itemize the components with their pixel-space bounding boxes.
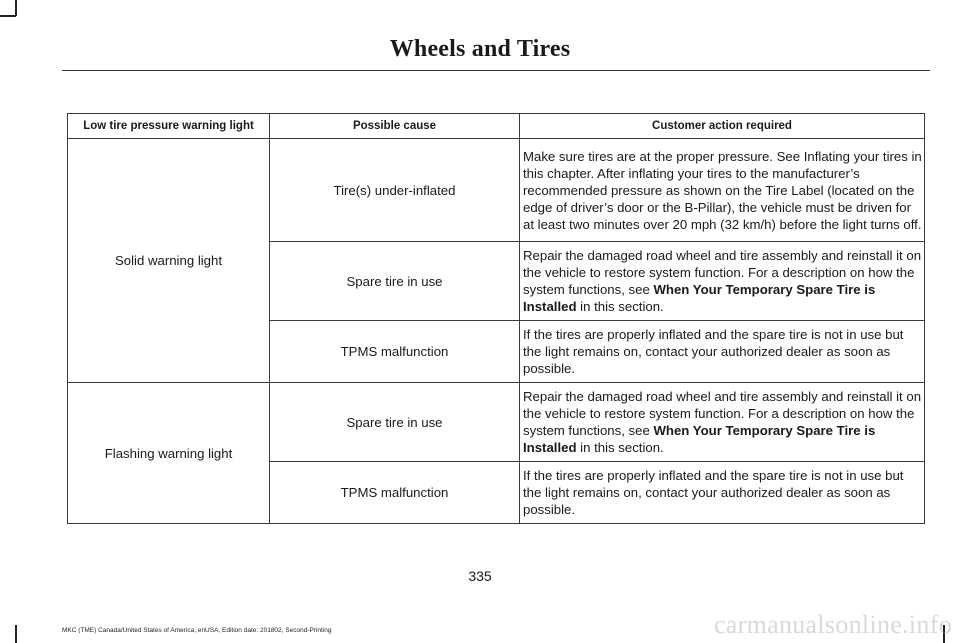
publication-footer: MKC (TME) Canada/United States of America, enUSA, Edition date: 201802, Second-Printing bbox=[62, 627, 332, 634]
watermark: carmanualsonline.info bbox=[713, 610, 952, 639]
cause-cell: Spare tire in use bbox=[270, 383, 520, 462]
indicator-cell-solid: Solid warning light bbox=[68, 139, 270, 383]
cross-reference: When Your Temporary Spare Tire is Installed bbox=[523, 282, 876, 314]
crop-mark-top-left-vertical bbox=[15, 0, 17, 16]
action-text: in this section. bbox=[576, 440, 664, 455]
header-indicator: Low tire pressure warning light bbox=[68, 114, 270, 139]
indicator-cell-flashing: Flashing warning light bbox=[68, 383, 270, 524]
action-text: Repair the damaged road wheel and tire assembly and reinstall it on the vehicle to restore system function. For a description on how the system functions, see bbox=[523, 389, 922, 438]
table-row bbox=[68, 383, 925, 462]
action-cell bbox=[520, 242, 925, 321]
cross-reference: When Your Temporary Spare Tire is Installed bbox=[523, 423, 876, 455]
cause-cell: TPMS malfunction bbox=[270, 321, 520, 383]
tpms-indicator-table bbox=[67, 113, 925, 524]
title-divider bbox=[62, 70, 930, 71]
crop-mark-top-left-horizontal bbox=[0, 15, 16, 17]
table-row bbox=[68, 139, 925, 242]
action-text: Repair the damaged road wheel and tire assembly and reinstall it on the vehicle to restore system function. For a description on how the system functions, see bbox=[523, 248, 922, 297]
header-possible-cause: Possible cause bbox=[270, 114, 520, 139]
action-text: in this section. bbox=[576, 299, 664, 314]
crop-mark-bottom-left-vertical bbox=[15, 625, 17, 643]
cause-cell: TPMS malfunction bbox=[270, 462, 520, 524]
action-cell: Make sure tires are at the proper pressure. See Inflating your tires in this chapter. After inflating your tires to the manufacturer’s recommended pressure as shown on the Tire Label (located on the edge of driver’s door or the B-Pillar), the vehicle must be driven for at least two minutes over 20 mph (32 km/h) before the light turns off. bbox=[520, 139, 925, 242]
header-customer-action: Customer action required bbox=[520, 114, 925, 139]
cause-cell: Spare tire in use bbox=[270, 242, 520, 321]
action-cell: If the tires are properly inflated and the spare tire is not in use but the light remains on, contact your authorized dealer as soon as possible. bbox=[520, 462, 925, 524]
cause-cell: Tire(s) under-inflated bbox=[270, 139, 520, 242]
page-number: 335 bbox=[468, 568, 492, 584]
action-cell bbox=[520, 383, 925, 462]
page-title: Wheels and Tires bbox=[389, 36, 571, 62]
table-header-row bbox=[68, 114, 925, 139]
action-cell: If the tires are properly inflated and the spare tire is not in use but the light remains on, contact your authorized dealer as soon as possible. bbox=[520, 321, 925, 383]
